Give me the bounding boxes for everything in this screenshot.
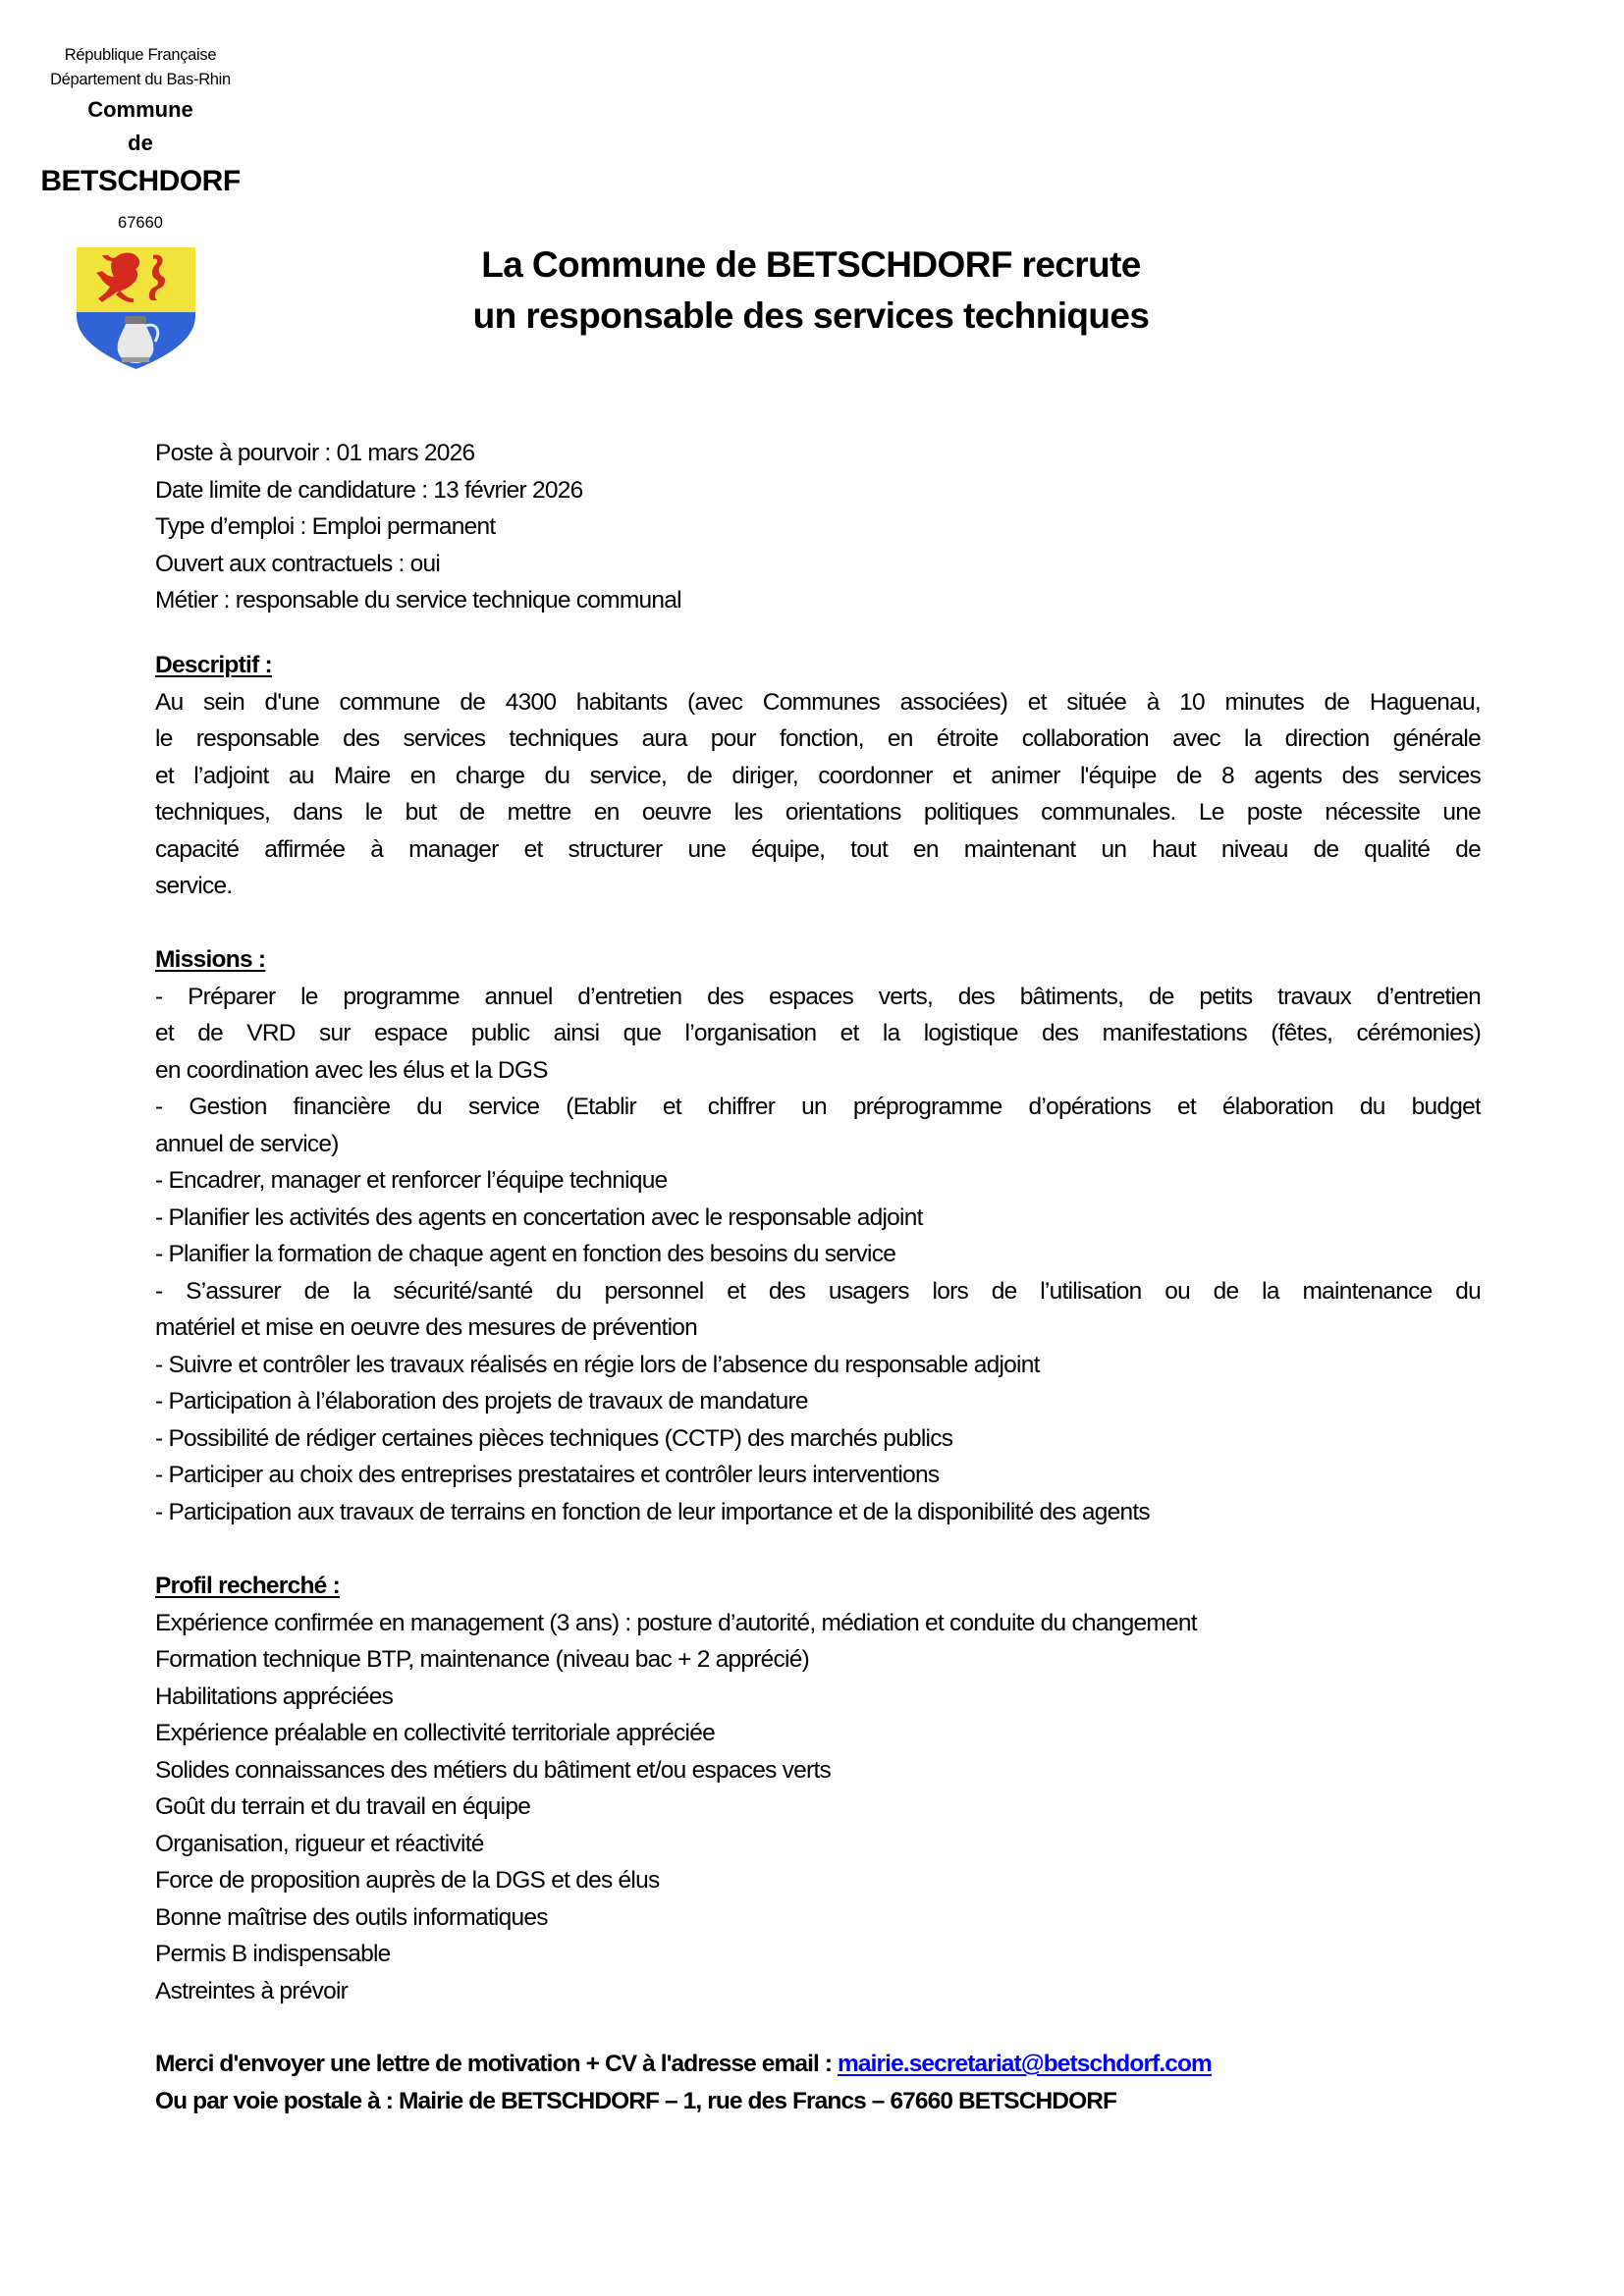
mission-line: - Préparer le programme annuel d’entretien des espaces verts, des bâtiments, de petits travaux d’entretien — [155, 983, 1481, 1010]
mission-line: en coordination avec les élus et la DGS — [155, 1056, 548, 1084]
mission-line: - S’assurer de la sécurité/santé du personnel et des usagers lors de l’utilisation ou de la maintenance du — [155, 1277, 1481, 1305]
mission-line: - Planifier les activités des agents en concertation avec le responsable adjoint — [155, 1203, 923, 1231]
section-profil — [155, 1568, 1481, 2009]
mission-line: - Participation à l’élaboration des projets de travaux de mandature — [155, 1388, 808, 1415]
section-heading-profil: Profil recherché : — [155, 1573, 341, 1599]
letterhead-zip: 67660 — [118, 214, 163, 232]
mission-line: - Participation aux travaux de terrains en fonction de leur importance et de la disponibilité des agents — [155, 1498, 1150, 1525]
descriptif-line: capacité affirmée à manager et structurer une équipe, tout en maintenant un haut niveau de qualité de — [155, 835, 1481, 863]
contact-email-line — [155, 2046, 1481, 2083]
contact-postal-line: Ou par voie postale à : Mairie de BETSCHDORF – 1, rue des Francs – 67660 BETSCHDORF — [155, 2087, 1117, 2114]
letterhead-commune-label: Commune — [87, 97, 193, 122]
summary-start-date: Poste à pourvoir : 01 mars 2026 — [155, 440, 475, 466]
profil-line: Expérience confirmée en management (3 ans) : posture d’autorité, médiation et conduite du changement — [155, 1609, 1197, 1636]
mission-line: - Gestion financière du service (Etablir et chiffrer un préprogramme d’opérations et élaboration du budget — [155, 1094, 1481, 1120]
profil-line: Permis B indispensable — [155, 1941, 391, 1967]
profil-line: Habilitations appréciées — [155, 1682, 394, 1710]
mission-line: - Suivre et contrôler les travaux réalisés en régie lors de l’absence du responsable adjoint — [155, 1351, 1040, 1378]
section-contact — [155, 2046, 1481, 2119]
profil-line: Expérience préalable en collectivité territoriale appréciée — [155, 1720, 715, 1746]
title-line-1: La Commune de BETSCHDORF recrute — [481, 244, 1141, 285]
descriptif-line: le responsable des services techniques aura pour fonction, en étroite collaboration avec la direction générale — [155, 725, 1481, 752]
profil-line: Astreintes à prévoir — [155, 1977, 349, 2004]
summary-job-title: Métier : responsable du service technique communal — [155, 587, 681, 614]
descriptif-line: Au sein d'une commune de 4300 habitants (avec Communes associées) et située à 10 minutes de Haguenau, — [155, 688, 1481, 716]
coat-of-arms-icon — [77, 247, 195, 369]
mission-line: et de VRD sur espace public ainsi que l’organisation et la logistique des manifestations (fêtes, cérémonies) — [155, 1020, 1481, 1046]
section-heading-missions: Missions : — [155, 946, 266, 973]
page-title — [324, 240, 1298, 342]
profil-line: Organisation, rigueur et réactivité — [155, 1830, 484, 1857]
letterhead-city: BETSCHDORF — [40, 165, 241, 197]
descriptif-line: service. — [155, 873, 233, 899]
profil-line: Goût du terrain et du travail en équipe — [155, 1793, 531, 1820]
profil-line: Solides connaissances des métiers du bâtiment et/ou espaces verts — [155, 1756, 832, 1784]
mission-line: - Possibilité de rédiger certaines pièces techniques (CCTP) des marchés publics — [155, 1424, 953, 1452]
section-heading-descriptif: Descriptif : — [155, 652, 272, 678]
profil-line: Formation technique BTP, maintenance (niveau bac + 2 apprécié) — [155, 1646, 810, 1673]
job-summary — [155, 435, 1481, 619]
mission-line: - Encadrer, manager et renforcer l’équipe technique — [155, 1167, 668, 1194]
section-descriptif — [155, 647, 1481, 905]
profil-line: Bonne maîtrise des outils informatiques — [155, 1903, 548, 1931]
summary-deadline: Date limite de candidature : 13 février 2026 — [155, 476, 583, 504]
mission-line: annuel de service) — [155, 1130, 339, 1157]
letterhead — [23, 43, 258, 240]
letterhead-department: Département du Bas-Rhin — [50, 71, 231, 88]
summary-contract-open: Ouvert aux contractuels : oui — [155, 550, 441, 577]
descriptif-line: techniques, dans le but de mettre en oeuvre les orientations politiques communales. Le poste nécessite une — [155, 799, 1481, 826]
contact-email-link[interactable]: mairie.secretariat@betschdorf.com — [838, 2051, 1212, 2077]
letterhead-de-label: de — [128, 131, 153, 155]
section-missions — [155, 941, 1481, 1530]
profil-line: Force de proposition auprès de la DGS et des élus — [155, 1867, 660, 1894]
letterhead-republic: République Française — [64, 46, 217, 64]
mission-line: - Participer au choix des entreprises prestataires et contrôler leurs interventions — [155, 1462, 940, 1488]
title-line-2: un responsable des services techniques — [472, 295, 1150, 336]
mission-line: - Planifier la formation de chaque agent en fonction des besoins du service — [155, 1241, 896, 1267]
contact-email-prefix: Merci d'envoyer une lettre de motivation + CV à l'adresse email : — [155, 2051, 839, 2077]
mission-line: matériel et mise en oeuvre des mesures de prévention — [155, 1314, 698, 1341]
descriptif-line: et l’adjoint au Maire en charge du service, de diriger, coordonner et animer l'équipe de 8 agents des services — [155, 762, 1481, 789]
summary-employment-type: Type d’emploi : Emploi permanent — [155, 513, 496, 540]
